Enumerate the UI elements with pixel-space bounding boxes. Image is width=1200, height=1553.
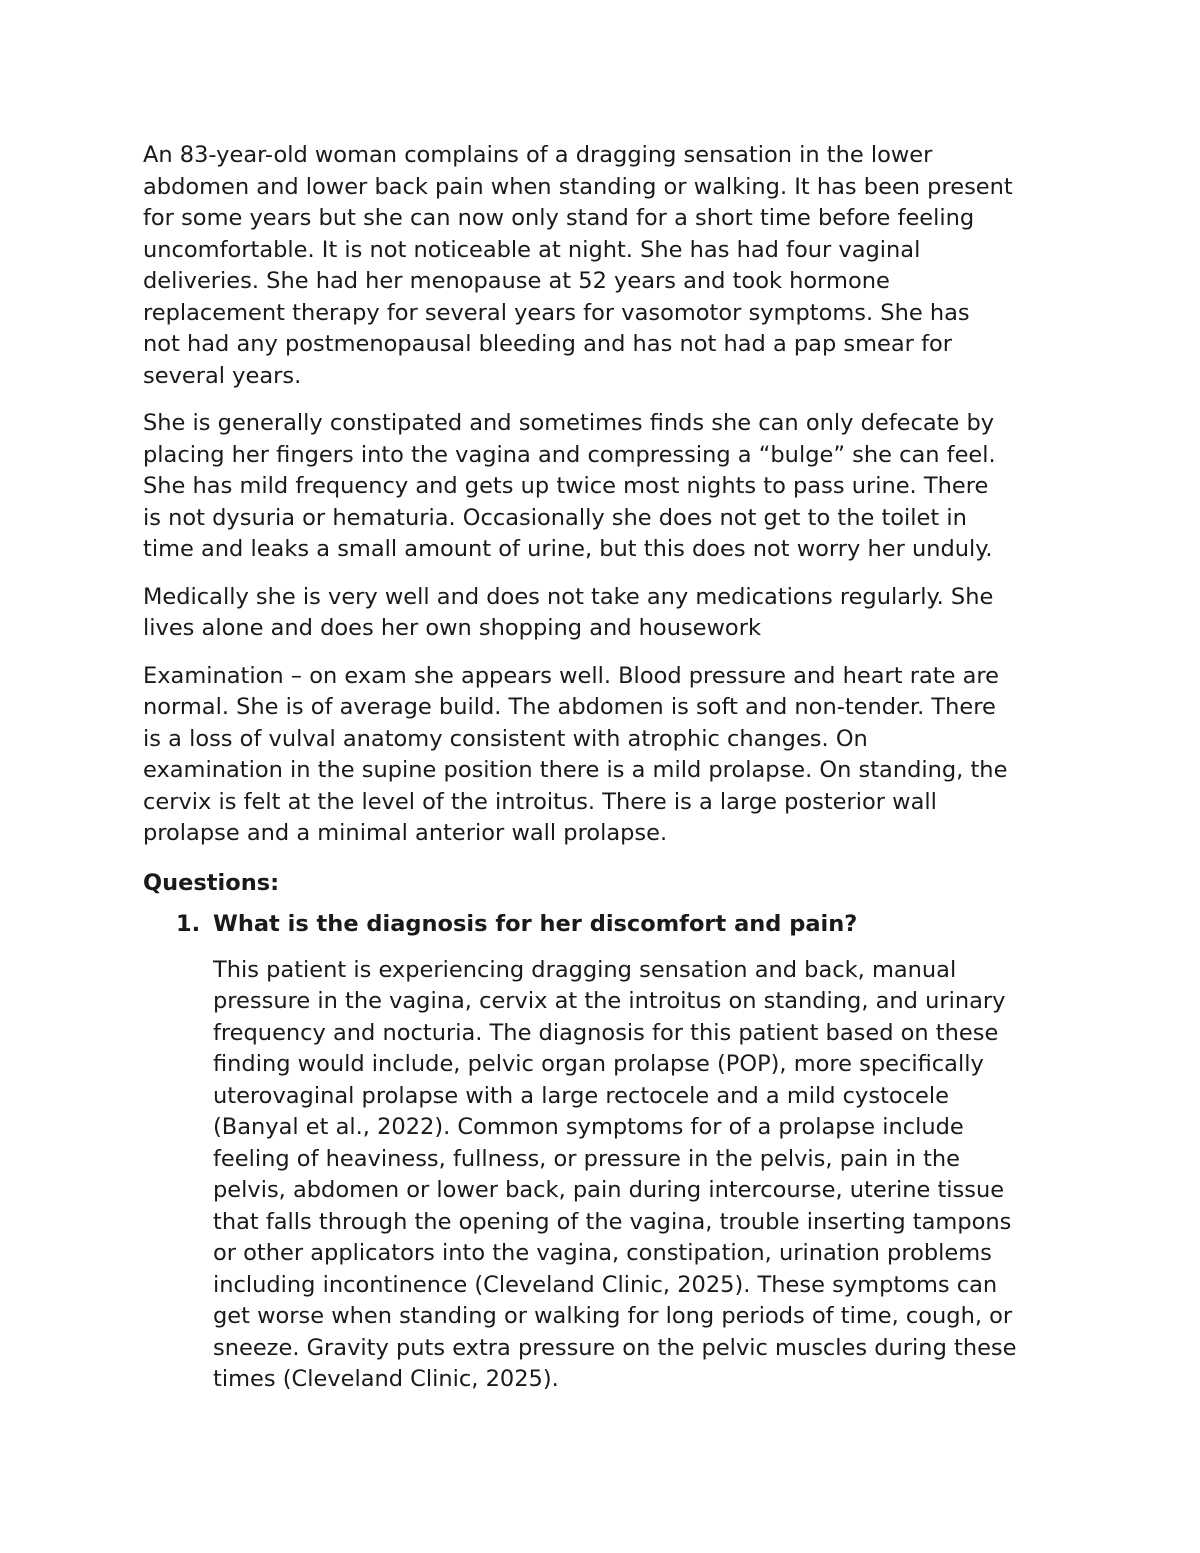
case-paragraph-history: An 83-year-old woman complains of a dragging sensation in the lower abdomen and lower back pain when standing or walking. It has been present for some years but she can now only stand for a short time before feeling uncomfortable. It is not noticeable at night. She has had four vaginal deliveries. She had her menopause at 52 years and took hormone replacement therapy for several years for vasomotor symptoms. She has not had any postmenopausal bleeding and has not had a pap smear for several years.: [143, 142, 1013, 389]
question-text: What is the diagnosis for her discomfort and pain?: [213, 911, 858, 937]
case-paragraph-medical: Medically she is very well and does not take any medications regularly. She lives alone and does her own shopping and housework: [143, 583, 994, 641]
case-paragraph-bowel-bladder: She is generally constipated and sometimes finds she can only defecate by placing her fingers into the vagina and compressing a “bulge” she can feel. She has mild frequency and gets up twice most nights to pass urine. There is not dysuria or hematuria. Occasionally she does not get to the toilet in time and leaks a small amount of urine, but this does not worry her unduly.: [143, 410, 996, 562]
question-number: 1.: [176, 911, 201, 937]
question-item: [143, 909, 1068, 1396]
answer-text: This patient is experiencing dragging sensation and back, manual pressure in the vagina, cervix at the introitus on standing, and urinary frequency and nocturia. The diagnosis for this patient based on these finding would include, pelvic organ prolapse (POP), more specifically uterovaginal prolapse with a large rectocele and a mild cystocele (Banyal et al., 2022). Common symptoms for of a prolapse include feeling of heaviness, fullness, or pressure in the pelvis, pain in the pelvis, abdomen or lower back, pain during intercourse, uterine tissue that falls through the opening of the vagina, trouble inserting tampons or other applicators into the vagina, constipation, urination problems including incontinence (Cleveland Clinic, 2025). These symptoms can get worse when standing or walking for long periods of time, cough, or sneeze. Gravity puts extra pressure on the pelvic muscles during these times (Cleveland Clinic, 2025).: [213, 956, 1017, 1392]
questions-list: [143, 909, 1068, 1396]
document-page: [143, 140, 1068, 1396]
case-paragraph-examination: Examination – on exam she appears well. Blood pressure and heart rate are normal. She is of average build. The abdomen is soft and non-tender. There is a loss of vulval anatomy consistent with atrophic changes. On examination in the supine position there is a mild prolapse. On standing, the cervix is felt at the level of the introitus. There is a large posterior wall prolapse and a minimal anterior wall prolapse.: [143, 662, 1008, 846]
questions-heading: Questions:: [143, 869, 280, 896]
